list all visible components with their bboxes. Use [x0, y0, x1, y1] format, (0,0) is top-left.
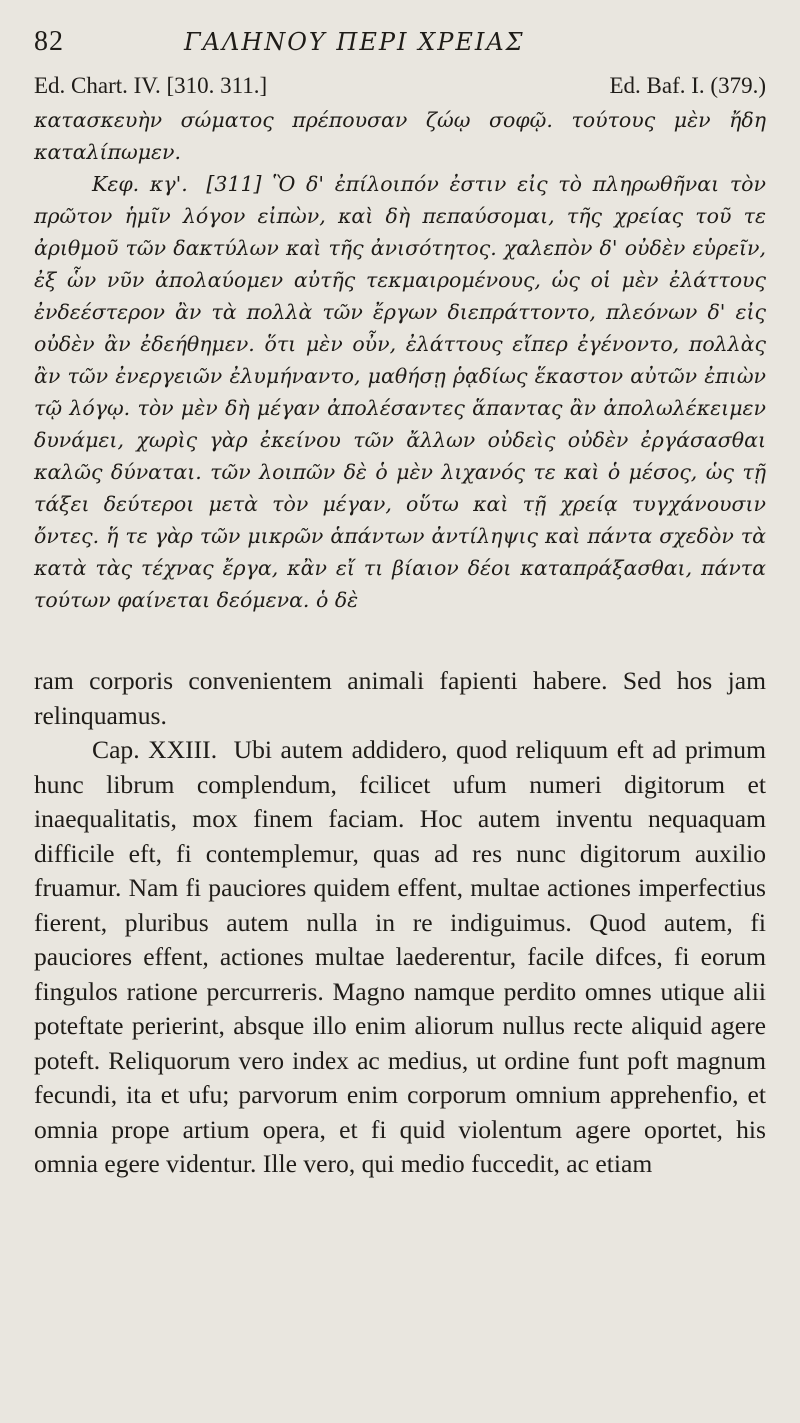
running-title: ΓΑΛΗΝΟΥ ΠΕΡΙ ΧΡΕΙΑΣ [184, 28, 525, 56]
greek-text-block [34, 104, 766, 616]
page-header [34, 26, 766, 68]
latin-paragraph: ram corporis convenientem animali fapienti habere. Sed hos jam relinquamus. [34, 666, 766, 730]
greek-chapter-text: Ὃ δ' ἐπίλοιπόν ἐστιν εἰς τὸ πληρωθῆναι τὸν πρῶτον ἡμῖν λόγον εἰπὼν, καὶ δὴ πεπαύσομαι, τῆς χρείας τοῦ τε ἀριθμοῦ τῶν δακτύλων καὶ τῆς ἀνισότητος. χαλεπὸν δ' οὐδὲν εὑρεῖν, ἐξ ὧν νῦν ἀπολαύομεν αὐτῆς τεκμαιρομένους, ὡς οἱ μὲν ἐλάττους ἐνδεέστερον ἂν τὰ πολλὰ τῶν ἔργων διεπράττοντο, πλεόνων δ' εἰς οὐδὲν ἂν ἐδεήθημεν. ὅτι μὲν οὖν, ἐλάττους εἴπερ ἐγένοντο, πολλὰς ἂν τῶν ἐνεργειῶν ἐλυμήναντο, μαθήσῃ ῥᾳδίως ἕκαστον αὐτῶν ἐπιὼν τῷ λόγῳ. τὸν μὲν δὴ μέγαν ἀπολέσαντες ἅπαντας ἂν ἀπολωλέκειμεν δυνάμει, χωρὶς γὰρ ἐκείνου τῶν ἄλλων οὐδεὶς οὐδὲν ἐργάσασθαι καλῶς δύναται. τῶν λοιπῶν δὲ ὁ μὲν λιχανός τε καὶ ὁ μέσος, ὡς τῇ τάξει δεύτεροι μετὰ τὸν μέγαν, οὕτω καὶ τῇ χρείᾳ τυγχάνουσιν ὄντες. ἥ τε γὰρ τῶν μικρῶν ἁπάντων ἀντίληψις καὶ πάντα σχεδὸν τὰ κατὰ τὰς τέχνας ἔργα, κἂν εἴ τι βίαιον δέοι καταπράξασθαι, πάντα τούτων φαίνεται δεόμενα. ὁ δὲ [34, 172, 766, 612]
latin-chapter-text: Ubi autem addidero, quod reliquum eft ad primum hunc librum complendum, fcilicet ufum numeri digitorum et inaequalitatis, mox finem faciam. Hoc autem inventu nequaquam difficile eft, fi contemplemur, quas ad res nunc digitorum auxilio fruamur. Nam fi pauciores quidem effent, multae actiones imperfectius fierent, pluribus autem nulla in re indiguimus. Quod autem, fi pauciores effent, actiones multae laederentur, facile difces, fi eorum fingulos ratione percurreris. Magno namque perdito omnes utique alii poteftate perierint, absque illo enim aliorum nullus recte aliquid agere poteft. Reliquorum vero index ac medius, ut ordine funt poft magnum fecundi, ita et ufu; parvorum enim corporum omnium apprehenfio, et omnia prope artium opera, et fi quid violentum agere oportet, his omnia egere videntur. Ille vero, qui medio fuccedit, ac etiam [34, 735, 766, 1178]
greek-chapter-label: Κεφ. κγ'. [92, 172, 188, 196]
section-divider-space [34, 616, 766, 664]
latin-text-block [34, 664, 766, 1182]
page-number: 82 [34, 26, 64, 57]
edition-references [34, 68, 766, 104]
greek-page-marker: [311] [206, 172, 262, 196]
latin-chapter-paragraph [34, 733, 766, 1182]
latin-chapter-label: Cap. XXIII. [92, 735, 218, 764]
edition-reference-right: Ed. Baf. I. (379.) [609, 73, 766, 98]
greek-paragraph: κατασκευὴν σώματος πρέπουσαν ζώῳ σοφῷ. τούτους μὲν ἤδη καταλίπωμεν. [34, 108, 766, 164]
greek-chapter-paragraph [34, 168, 766, 616]
edition-reference-left: Ed. Chart. IV. [310. 311.] [34, 73, 268, 98]
